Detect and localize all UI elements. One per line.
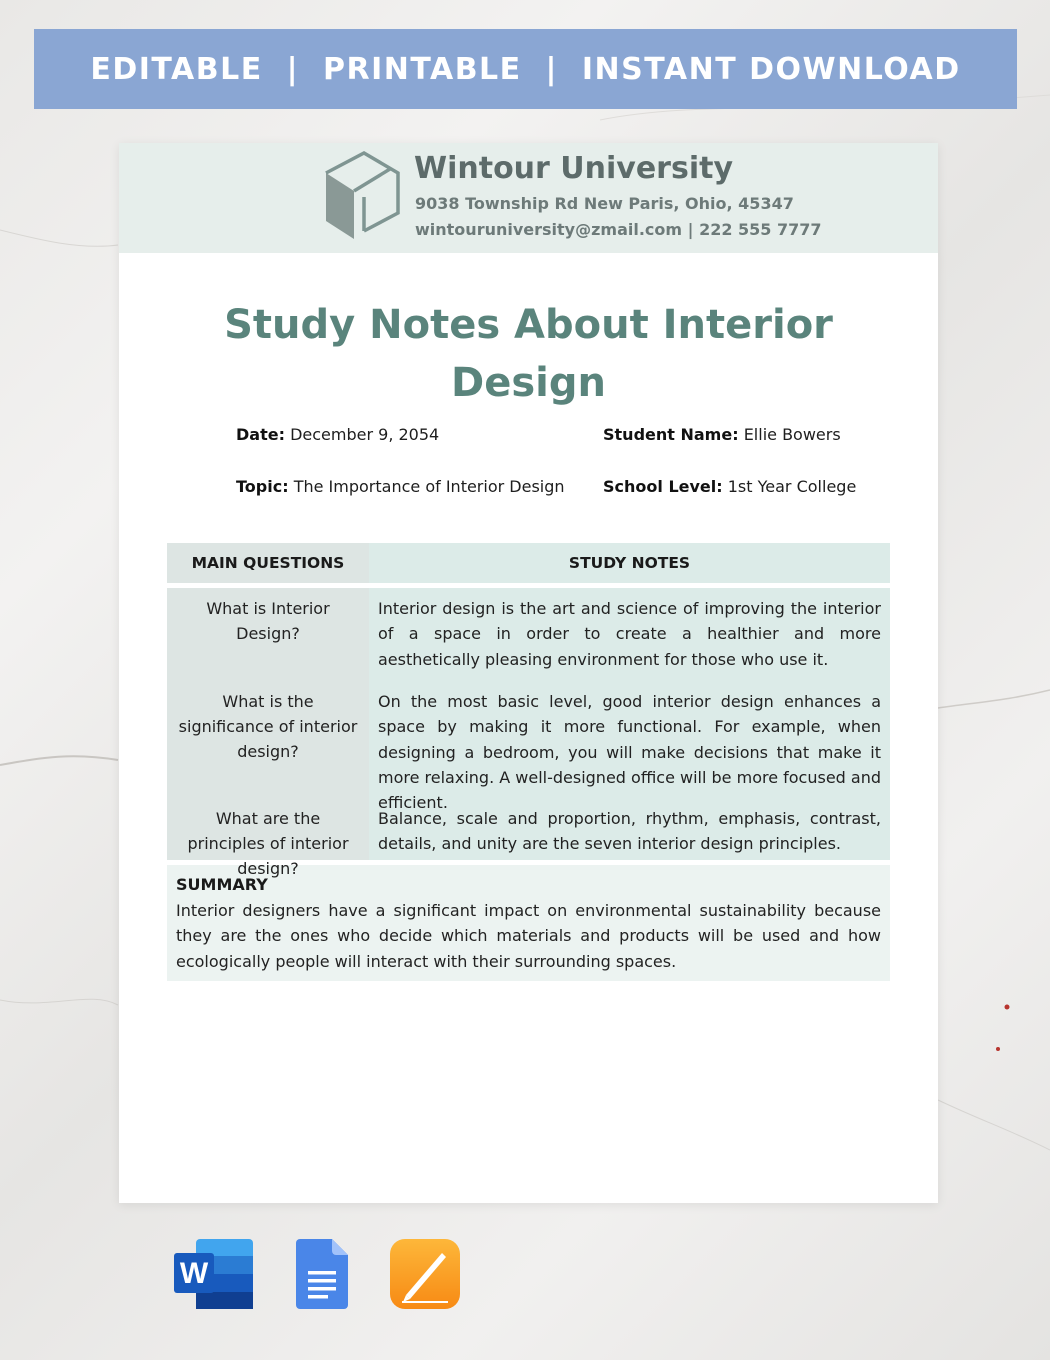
word-icon[interactable]: [174, 1239, 254, 1309]
header-study-notes: STUDY NOTES: [369, 543, 890, 583]
topic-label: Topic:: [236, 477, 289, 496]
university-name: Wintour University: [414, 151, 734, 186]
student-name-label: Student Name:: [603, 425, 739, 444]
note-cell: On the most basic level, good interior design enhances a space by making it more functional. For example, when designing a bedroom, you will make decisions that make it more relaxing. A well-designed office will be more focused and efficient.: [378, 692, 882, 813]
student-name-value: Ellie Bowers: [743, 425, 841, 444]
question-cell: What is the significance of interior design?: [178, 692, 358, 761]
letterhead: [119, 143, 938, 253]
document-title: Study Notes About Interior Design: [224, 302, 833, 406]
document-page: [119, 143, 938, 1203]
school-level-label: School Level:: [603, 477, 723, 496]
topic-field: [236, 477, 565, 496]
note-cell: Balance, scale and proportion, rhythm, emphasis, contrast, details, and unity are the seven interior design principles.: [378, 809, 881, 854]
note-cell: Interior design is the art and science of improving the interior of a space in order to create a healthier and more aesthetically pleasing environment for those who use it.: [378, 599, 881, 669]
university-address: 9038 Township Rd New Paris, Ohio, 45347: [415, 194, 794, 213]
summary-section: [167, 865, 890, 981]
summary-text: Interior designers have a significant impact on environmental sustainability because they are the ones who decide which materials and products will be used and how ecologically people will interact with their surrounding spaces.: [176, 901, 881, 971]
summary-title: SUMMARY: [176, 875, 268, 894]
promo-banner: [34, 29, 1017, 109]
questions-column: [167, 588, 369, 878]
university-contact: wintouruniversity@zmail.com | 222 555 7777: [415, 220, 822, 239]
student-name-field: [603, 425, 841, 444]
notes-column: [369, 588, 890, 860]
question-cell: What is Interior Design?: [206, 599, 330, 643]
school-level-field: [603, 477, 856, 496]
study-notes-table: [167, 543, 890, 981]
banner-text: EDITABLE | PRINTABLE | INSTANT DOWNLOAD: [90, 51, 961, 87]
table-header: [167, 543, 890, 583]
date-value: December 9, 2054: [290, 425, 440, 444]
svg-text:W: W: [179, 1257, 209, 1290]
question-cell: What are the principles of interior design?: [187, 809, 349, 878]
google-docs-icon[interactable]: [296, 1239, 348, 1309]
date-label: Date:: [236, 425, 285, 444]
header-main-questions: MAIN QUESTIONS: [167, 543, 369, 583]
pages-icon[interactable]: [390, 1239, 460, 1309]
school-level-value: 1st Year College: [727, 477, 857, 496]
table-body: [167, 588, 890, 878]
topic-value: The Importance of Interior Design: [293, 477, 565, 496]
date-field: [236, 425, 439, 444]
cube-logo-icon: [324, 151, 400, 241]
